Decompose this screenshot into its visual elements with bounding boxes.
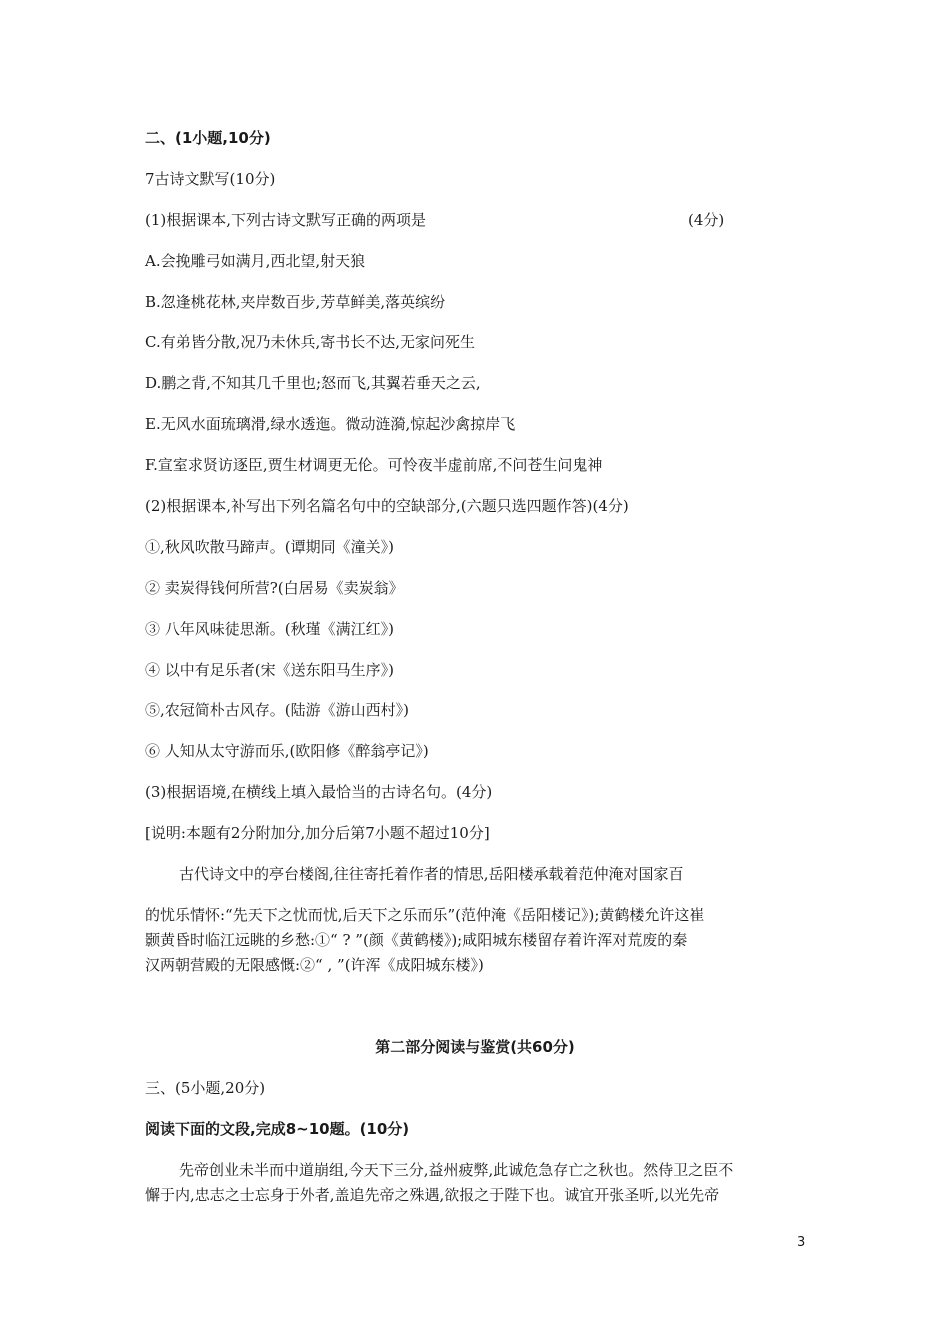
page-number: 3 [797,1235,806,1250]
passage-line-2: 懈于内,忠志之士忘身于外者,盖追先帝之殊遇,欲报之于陛下也。诚宜开张圣听,以光先帝 [145,1186,720,1204]
fill-item-1: ①,秋风吹散马蹄声。(谭期同《潼关》) [145,538,394,556]
part-2-heading: 第二部分阅读与鉴赏(共60分) [375,1038,575,1056]
option-c: C.有弟皆分散,况乃未休兵,寄书长不达,无家问死生 [145,333,476,351]
part-1-score: (4分) [688,211,725,229]
question-7-title: 7古诗文默写(10分) [145,170,276,188]
part-3-prompt: (3)根据语境,在横线上填入最恰当的古诗名句。(4分) [145,783,493,801]
option-d: D.鹏之背,不知其几千里也;怒而飞,其翼若垂天之云, [145,374,481,392]
fill-item-4: ④ 以中有足乐者(宋《送东阳马生序》) [145,661,394,679]
option-e: E.无风水面琉璃滑,绿水透迤。微动涟漪,惊起沙禽掠岸飞 [145,415,516,433]
reading-task-title: 阅读下面的文段,完成8~10题。(10分) [145,1120,410,1138]
fill-item-3: ③ 八年风味徒思渐。(秋瑾《满江红》) [145,620,394,638]
option-a: A.会挽雕弓如满月,西北望,射天狼 [145,252,366,270]
part-1-prompt: (1)根据课本,下列古诗文默写正确的两项是 [145,211,427,229]
fill-item-2: ② 卖炭得钱何所营?(白居易《卖炭翁》 [145,579,404,597]
section-3-heading: 三、(5小题,20分) [145,1079,266,1097]
fill-item-6: ⑥ 人知从太守游而乐,(欧阳修《醉翁亭记》) [145,742,429,760]
fill-item-5: ⑤,农冠简朴古风存。(陆游《游山西村》) [145,701,409,719]
context-paragraph-line-2: 的忧乐情怀:“先天下之忧而忧,后天下之乐而乐”(范仲淹《岳阳楼记》);黄鹤楼允许这崔 [145,906,705,924]
context-paragraph-line-1: 古代诗文中的亭台楼阁,往往寄托着作者的情思,岳阳楼承载着范仲淹对国家百 [179,865,684,883]
context-paragraph-line-3: 颢黄昏时临江远眺的乡愁:①“ ? ”(颜《黄鹤楼》);咸阳城东楼留存着许浑对荒废的秦 [145,931,688,949]
section-2-heading: 二、(1小题,10分) [145,129,271,147]
passage-line-1: 先帝创业未半而中道崩组,今天下三分,益州疲弊,此诚危急存亡之秋也。然侍卫之臣不 [179,1161,734,1179]
part-2-prompt: (2)根据课本,补写出下列名篇名句中的空缺部分,(六题只选四题作答)(4分) [145,497,629,515]
part-3-note: [说明:本题有2分附加分,加分后第7小题不超过10分] [145,824,490,842]
option-f: F.宣室求贤访逐臣,贾生材调更无伦。可怜夜半虚前席,不问苍生问鬼神 [145,456,603,474]
option-b: B.忽逢桃花林,夹岸数百步,芳草鲜美,落英缤纷 [145,293,446,311]
context-paragraph-line-4: 汉两朝营殿的无限感慨:②“ , ”(许浑《成阳城东楼》) [145,956,484,974]
